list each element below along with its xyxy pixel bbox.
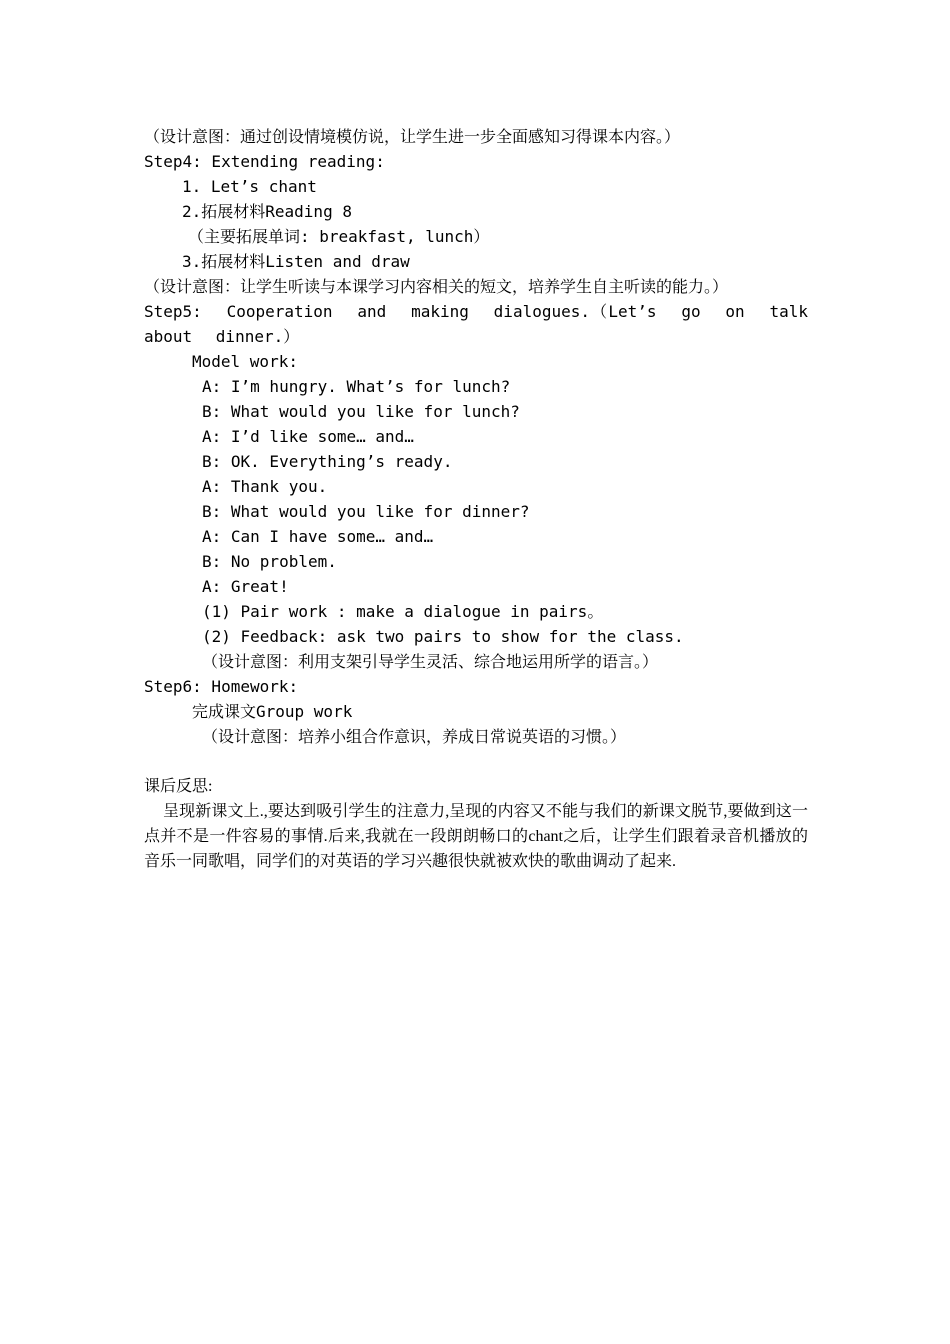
design-intent-2: （设计意图：让学生听读与本课学习内容相关的短文，培养学生自主听读的能力。） [144, 277, 729, 296]
reflection-title: 课后反思: [144, 778, 213, 795]
step4-item-3: 3.拓展材料Listen and draw [182, 252, 410, 271]
dialogue-line: B: OK. Everything’s ready. [202, 452, 453, 471]
step4-item-2: 2.拓展材料Reading 8 [182, 202, 352, 221]
step4-item-2-note: （主要拓展单词: breakfast, lunch） [188, 227, 490, 246]
dialogue-line: A: Thank you. [202, 477, 328, 496]
document-page [144, 124, 808, 874]
dialogue-line: A: I’m hungry. What’s for lunch? [202, 377, 511, 396]
step4-item-1: 1. Let’s chant [182, 177, 317, 196]
dialogue-line: A: Can I have some… and… [202, 527, 434, 546]
design-intent-4: （设计意图：培养小组合作意识，养成日常说英语的习惯。） [202, 727, 627, 746]
dialogue-line: B: What would you like for lunch? [202, 402, 520, 421]
design-intent-3: （设计意图：利用支架引导学生灵活、综合地运用所学的语言。） [202, 652, 659, 671]
step4-title: Step4: Extending reading: [144, 152, 385, 171]
model-work-label: Model work: [192, 352, 298, 371]
reflection-body: 呈现新课文上.,要达到吸引学生的注意力,呈现的内容又不能与我们的新课文脱节,要做到这一点并不是一件容易的事情.后来,我就在一段朗朗畅口的chant之后，让学生们跟着录音机播放的音乐一同歌唱，同学们的对英语的学习兴趣很快就被欢快的歌曲调动了起来. [144, 803, 808, 870]
blank-line [144, 749, 808, 774]
design-intent-1: （设计意图：通过创设情境模仿说，让学生进一步全面感知习得课本内容。） [144, 127, 681, 146]
dialogue-line: B: What would you like for dinner? [202, 502, 530, 521]
step5-title: Step5: Cooperation and making dialogues.（Let’s go on talk about dinner.） [144, 302, 808, 346]
homework-task: 完成课文Group work [192, 702, 353, 721]
step6-title: Step6: Homework: [144, 677, 299, 696]
dialogue-line: B: No problem. [202, 552, 337, 571]
dialogue-line: A: I’d like some… and… [202, 427, 414, 446]
feedback-task: (2) Feedback: ask two pairs to show for the class. [202, 627, 684, 646]
dialogue-line: A: Great! [202, 577, 289, 596]
pair-work-task: (1) Pair work : make a dialogue in pairs。 [202, 602, 604, 621]
